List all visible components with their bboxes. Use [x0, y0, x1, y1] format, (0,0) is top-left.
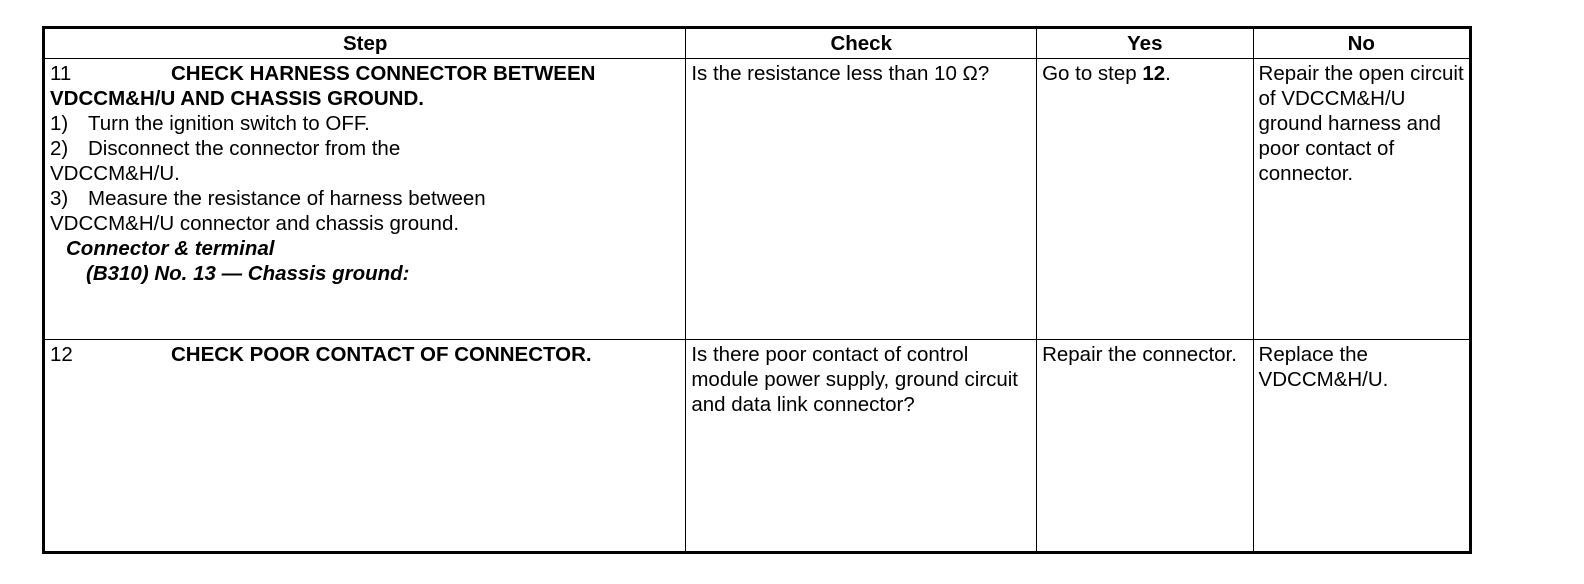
step-title-line: CHECK POOR CONTACT OF CONNECTOR.: [171, 343, 592, 366]
procedure-number: 2): [50, 137, 69, 160]
procedure-line: [50, 211, 681, 236]
no-cell: Repair the open circuit of VDCCM&H/U ground harness and poor contact of connector.: [1253, 59, 1470, 340]
step-title-line: CHECK HARNESS CONNECTOR BETWEEN: [171, 62, 596, 85]
header-no: No: [1253, 28, 1470, 59]
procedure-text: Measure the resistance of harness between: [88, 187, 486, 210]
table-row: [44, 340, 1471, 553]
yes-suffix: .: [1165, 62, 1171, 85]
no-cell: Replace the VDCCM&H/U.: [1253, 340, 1470, 553]
yes-cell: Repair the connector.: [1037, 340, 1253, 553]
check-cell: Is there poor contact of control module power supply, ground circuit and data link connector?: [686, 340, 1037, 553]
procedure-line: [50, 111, 681, 136]
procedure-text: VDCCM&H/U.: [50, 162, 180, 185]
spec-label: Connector & terminal: [66, 237, 275, 260]
header-step: Step: [44, 28, 686, 59]
procedure-text: VDCCM&H/U connector and chassis ground.: [50, 212, 460, 235]
procedure-line: [50, 136, 681, 161]
procedure-text: Disconnect the connector from the: [88, 137, 401, 160]
step-content: [171, 61, 681, 86]
step-cell: [44, 340, 686, 553]
yes-step-ref: 12: [1142, 62, 1166, 85]
diagnostic-table: [42, 26, 1472, 554]
procedure-line: [50, 186, 681, 211]
procedure-line: [50, 161, 681, 186]
header-yes: Yes: [1037, 28, 1253, 59]
table-header-row: [44, 28, 1471, 59]
procedure-number: 1): [50, 112, 69, 135]
header-check: Check: [686, 28, 1037, 59]
step-cell: [44, 59, 686, 340]
yes-prefix: Go to step: [1042, 62, 1143, 85]
check-cell: Is the resistance less than 10 Ω?: [686, 59, 1037, 340]
procedure-number: 3): [50, 187, 69, 210]
procedure-text: Turn the ignition switch to OFF.: [88, 112, 370, 135]
step-content-full: [50, 86, 681, 286]
yes-cell: [1037, 59, 1253, 340]
spec-value: (B310) No. 13 — Chassis ground:: [86, 262, 410, 285]
step-title-line: VDCCM&H/U AND CHASSIS GROUND.: [50, 87, 424, 110]
step-number: 12: [50, 343, 73, 366]
table-row: [44, 59, 1471, 340]
step-number: 11: [50, 62, 72, 85]
step-content: [171, 342, 681, 367]
